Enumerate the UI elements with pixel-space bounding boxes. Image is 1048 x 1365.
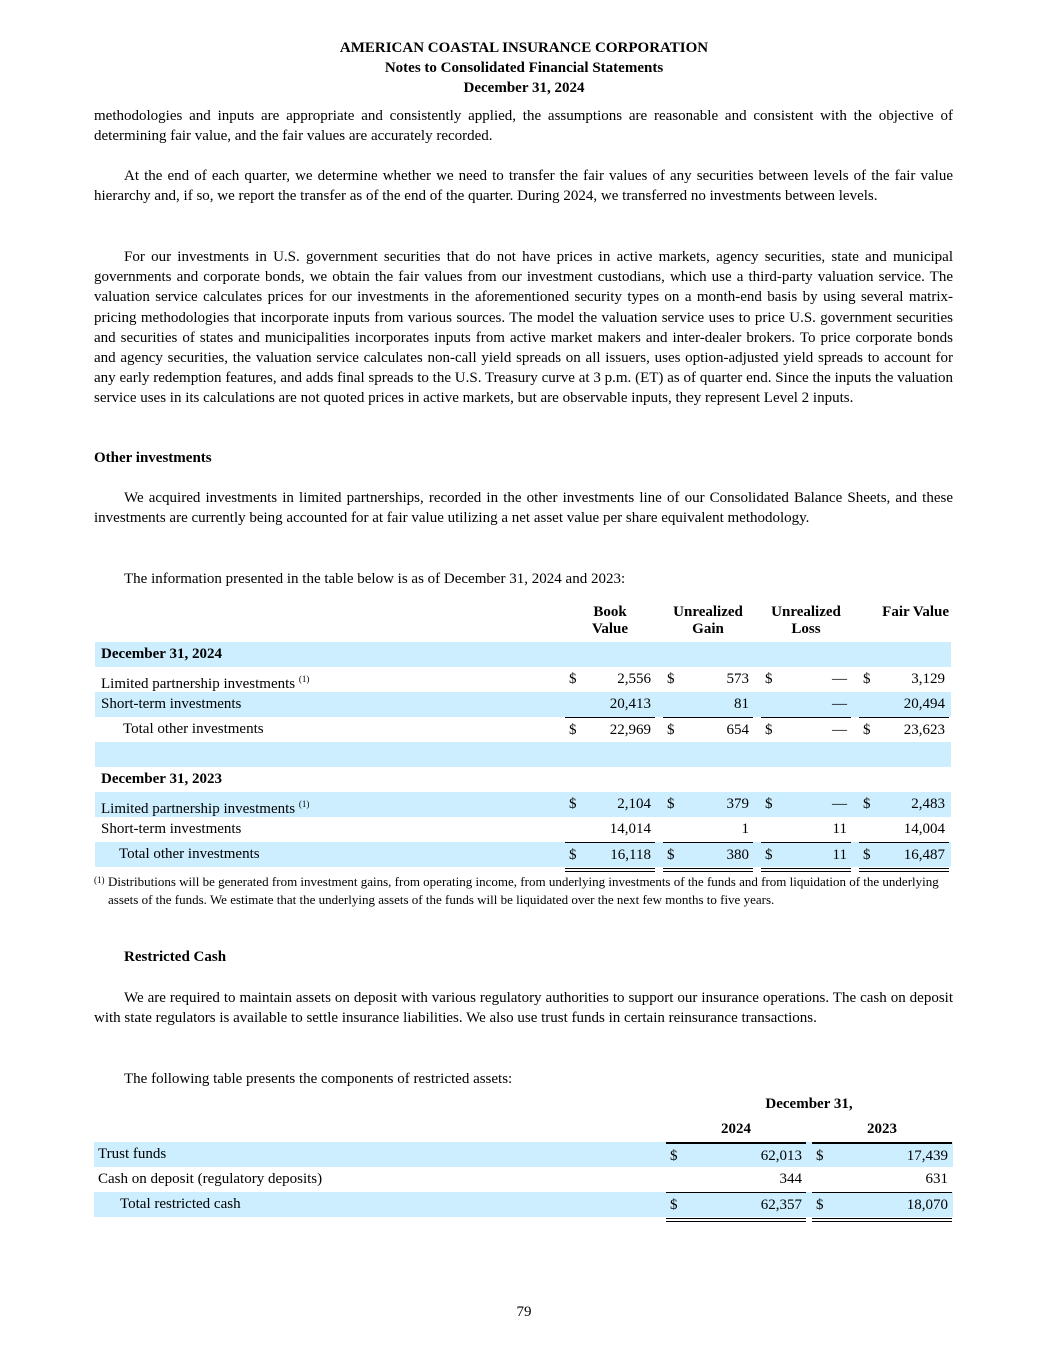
section-heading-restricted-cash: Restricted Cash xyxy=(124,949,227,965)
paragraph-valuation-service: For our investments in U.S. government securities that do not have prices in active markets, agency securities, state and municipal governments and corporate bonds, we obtain the fair values from our investment custodians, which use a third-party valuation service. The valuation service calculates prices for our investments in the aforementioned security types on a month-end basis by using several matrix-pricing methodologies that incorporate inputs from various sources. The model the valuation service uses to price U.S. government securities and securities of states and municipalities incorporates inputs from active market makers and inter-dealer brokers. To price corporate bonds and agency securities, the valuation service calculates non-call yield spreads on all issuers, uses option-adjusted yield spreads to account for any early redemption features, and adds final spreads to the U.S. Treasury curve at 3 p.m. (ET) as of quarter end. Since the inputs the valuation service uses in its calculations are not quoted prices in active markets, but are observable inputs, they represent Level 2 inputs. xyxy=(94,249,953,407)
paragraph-restricted-cash: We are required to maintain assets on deposit with various regulatory authorities to support our insurance operations. The cash on deposit with state regulators is available to settle insurance liabilities. We also use trust funds in certain reinsurance transactions. xyxy=(94,990,953,1027)
table-row: Cash on deposit (regulatory deposits) 344 631 xyxy=(98,1171,948,1187)
table-footnote: (1) Distributions will be generated from investment gains, from operating income, from underlying investments of the funds and from liquidation of the underlying assets of the funds. We estimate that the underlying assets of the funds will be liquidated over the next few months to five years. xyxy=(94,873,954,909)
table-row: Trust funds $ 62,013 $ 17,439 xyxy=(94,1142,953,1167)
column-header-2024: 2024 xyxy=(721,1121,751,1137)
table-row-total: Total restricted cash $ 62,357 $ 18,070 xyxy=(94,1192,953,1217)
column-group-header: December 31, xyxy=(765,1096,853,1112)
section-header-2024: December 31, 2024 xyxy=(95,642,951,667)
footnote-marker: (1) xyxy=(94,875,105,885)
spacer-row xyxy=(95,742,951,767)
paragraph-restricted-table-intro: The following table presents the components of restricted assets: xyxy=(124,1071,513,1087)
column-header-book-value: Book Value xyxy=(591,604,629,637)
paragraph-table-intro: The information presented in the table below is as of December 31, 2024 and 2023: xyxy=(124,571,626,587)
paragraph-limited-partnerships: We acquired investments in limited partnerships, recorded in the other investments line of our Consolidated Balance Sheets, and these investments are currently being accounted for at fair value utilizing a net asset value per share equivalent methodology. xyxy=(94,490,953,527)
column-header-unrealized-loss: Unrealized Loss xyxy=(771,604,841,637)
footnote-marker: (1) xyxy=(298,674,310,684)
table-row-total: Total other investments $ 16,118 $ 380 $ 11 $ 16,487 xyxy=(95,842,951,867)
column-header-unrealized-gain: Unrealized Gain xyxy=(673,604,743,637)
section-heading-other-investments: Other investments xyxy=(94,450,212,466)
document-subtitle: Notes to Consolidated Financial Statements xyxy=(384,60,664,76)
page-number: 79 xyxy=(516,1304,532,1320)
table-row: Limited partnership investments $^{(1)}$ $ 2,556 $ 573 $ — $ 3,129 xyxy=(101,671,945,692)
company-name: AMERICAN COASTAL INSURANCE CORPORATION xyxy=(339,40,709,56)
page-header xyxy=(0,38,1048,98)
column-header-fair-value: Fair Value xyxy=(882,604,949,620)
column-header-2023: 2023 xyxy=(867,1121,897,1137)
paragraph-transfers: At the end of each quarter, we determine whether we need to transfer the fair values of any securities between levels of the fair value hierarchy and, if so, we report the transfer as of the end of the quarter. During 2024, we transferred no investments between levels. xyxy=(94,168,953,205)
footnote-marker: (1) xyxy=(298,799,310,809)
paragraph-methodologies: methodologies and inputs are appropriate and consistently applied, the assumptions are reasonable and consistent with the objective of determining fair value, and the fair values are accurately recorded. xyxy=(94,108,953,145)
table-row: Short-term investments 20,413 81 — 20,494 xyxy=(95,692,951,717)
table-row: Limited partnership investments $^{(1)}$ $ 2,104 $ 379 $ — $ 2,483 xyxy=(95,792,951,817)
section-header-2023: December 31, 2023 xyxy=(101,771,222,787)
document-date: December 31, 2024 xyxy=(463,80,585,96)
table-row-total: Total other investments $ 22,969 $ 654 $ — $ 23,623 xyxy=(95,717,951,742)
table-row: Short-term investments 14,014 1 11 14,004 xyxy=(101,821,945,837)
